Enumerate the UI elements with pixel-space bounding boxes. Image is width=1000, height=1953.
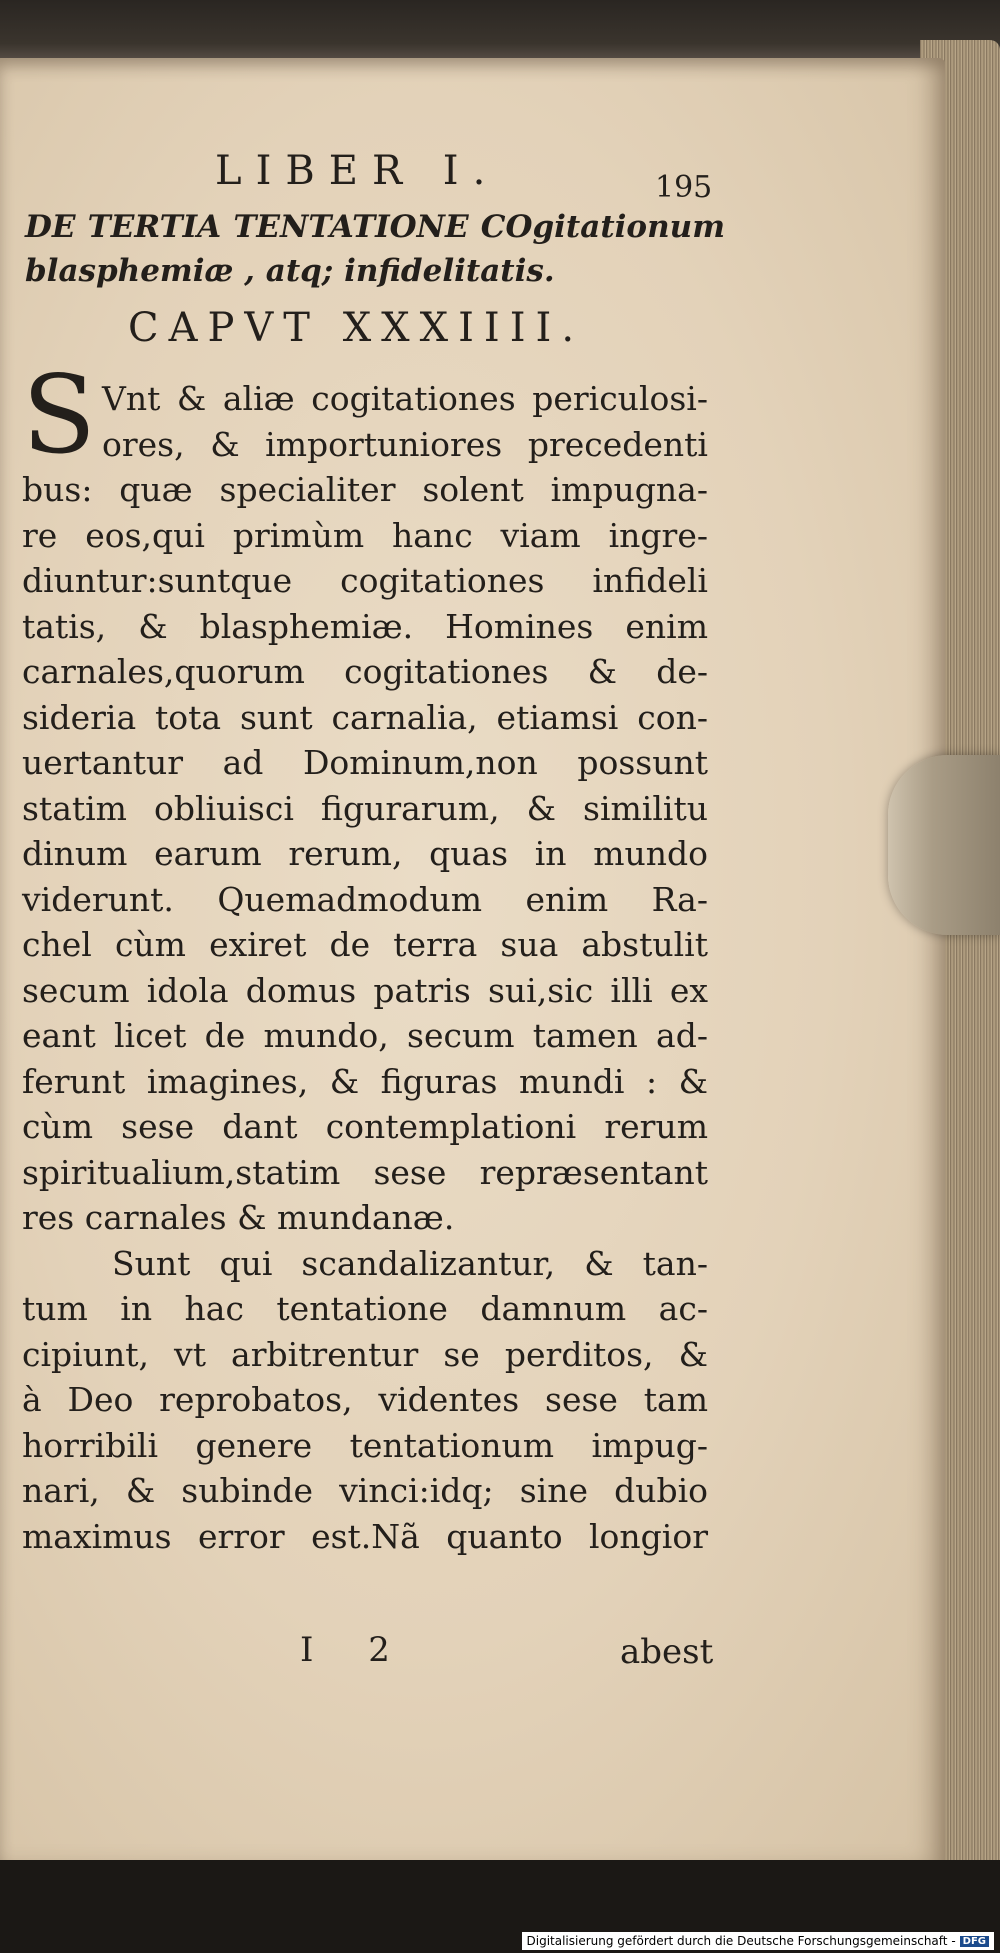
drop-cap: S xyxy=(22,353,96,478)
signature-mark: I 2 xyxy=(300,1630,412,1670)
text-line: ores, & importuniores precedenti xyxy=(102,424,708,464)
text-line: viderunt. Quemadmodum enim Ra- xyxy=(22,879,708,919)
book-clasp xyxy=(888,755,1000,935)
book-cover-bottom xyxy=(0,1860,1000,1953)
text-line: carnales,quorum cogitationes & de- xyxy=(22,652,708,691)
text-line: re eos,qui primùm hanc viam ingre- xyxy=(22,515,708,555)
body-text xyxy=(22,376,708,1559)
text-line: spiritualium,statim sese repræsentant xyxy=(22,1152,708,1192)
text-line: uertantur ad Dominum,non possunt xyxy=(22,743,708,782)
text-line: cùm sese dant contemplationi rerum xyxy=(22,1107,708,1146)
text-line: à Deo reprobatos, videntes sese tam xyxy=(22,1380,708,1419)
text-line: Vnt & aliæ cogitationes periculosi- xyxy=(102,379,708,418)
book-cover-top xyxy=(0,0,1000,62)
chapter-title: DE TERTIA TENTATIONE COgitationum blasphemiæ , atq; infidelitatis. xyxy=(25,209,725,289)
catchword: abest xyxy=(620,1632,714,1672)
text-line: tatis, & blasphemiæ. Homines enim xyxy=(22,606,708,646)
text-line: cipiunt, vt arbitrentur se perditos, & xyxy=(22,1334,708,1374)
text-line: nari, & subinde vinci:idq; sine dubio xyxy=(22,1471,708,1510)
page-number: 195 xyxy=(655,170,713,205)
text-line: horribili genere tentationum impug- xyxy=(22,1425,708,1465)
text-line: statim obliuisci figurarum, & similitu xyxy=(22,788,708,828)
dfg-logo-icon: DFG xyxy=(960,1936,989,1947)
text-line: res carnales & mundanæ. xyxy=(22,1198,455,1237)
digitization-credit xyxy=(522,1932,995,1950)
text-line: dinum earum rerum, quas in mundo xyxy=(22,834,708,873)
text-line: maximus error est.Nã quanto longior xyxy=(22,1516,708,1556)
text-line: tum in hac tentatione damnum ac- xyxy=(22,1289,708,1328)
chapter-number: CAPVT XXXIIII. xyxy=(128,305,585,351)
credit-text: Digitalisierung gefördert durch die Deutsche Forschungsgemeinschaft - xyxy=(526,1934,956,1948)
text-line: Sunt qui scandalizantur, & tan- xyxy=(112,1243,708,1283)
text-line: eant licet de mundo, secum tamen ad- xyxy=(22,1016,708,1055)
text-line: diuntur:suntque cogitationes infideli xyxy=(22,561,708,600)
running-head: LIBER I. xyxy=(215,148,500,194)
text-line: ferunt imagines, & figuras mundi : & xyxy=(22,1061,708,1101)
text-line: bus: quæ specialiter solent impugna- xyxy=(22,470,708,509)
text-line: chel cùm exiret de terra sua abstulit xyxy=(22,925,708,964)
paragraph-1 xyxy=(22,376,708,1241)
text-line: secum idola domus patris sui,sic illi ex xyxy=(22,970,708,1010)
text-line: sideria tota sunt carnalia, etiamsi con- xyxy=(22,697,708,737)
paragraph-2 xyxy=(22,1241,708,1560)
